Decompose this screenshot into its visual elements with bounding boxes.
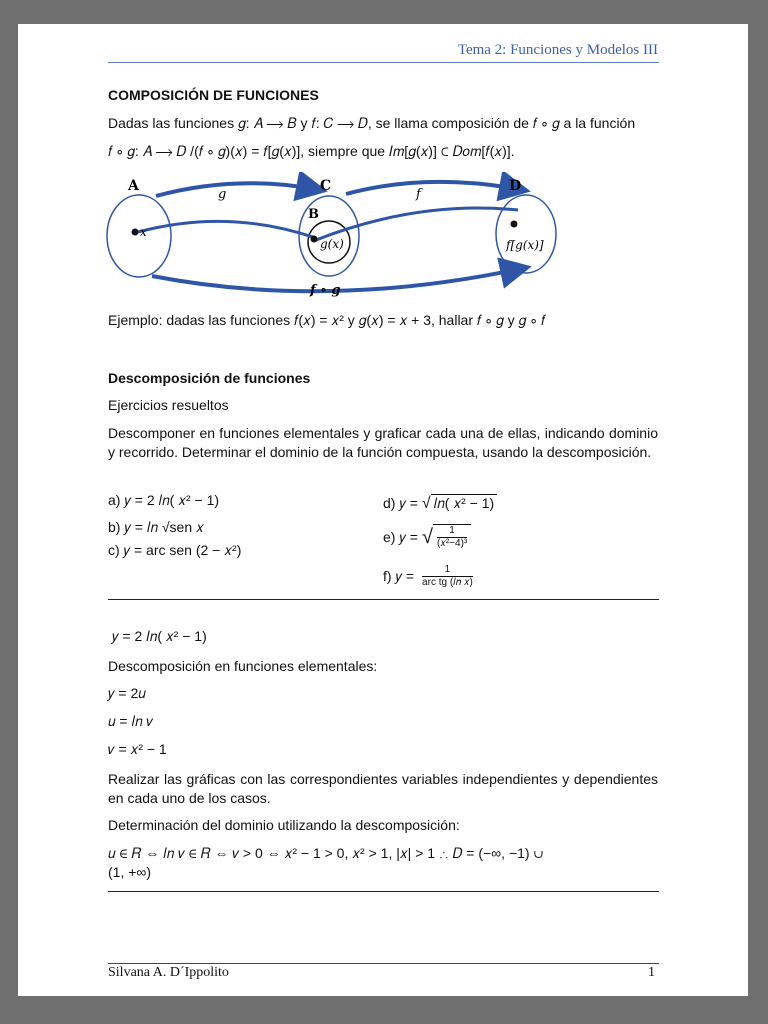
definition-line-2: 𝑓 ∘ 𝑔: 𝐴 ⟶ 𝐷 /(𝑓 ∘ 𝑔)(𝑥) = 𝑓[𝑔(𝑥)], siempre que 𝐼𝑚[𝑔(𝑥)] ⊂ 𝐷𝑜𝑚[𝑓(𝑥)].: [108, 143, 515, 159]
domain-derivation-line-2: (1, +∞): [108, 864, 152, 880]
radical-sign: √: [421, 495, 431, 512]
header-rule: [108, 62, 659, 63]
definition-line-1: Dadas las funciones 𝑔: 𝐴 ⟶ 𝐵 y 𝑓: 𝐶 ⟶ 𝐷, se llama composición de 𝑓 ∘ 𝑔 a la función: [108, 115, 636, 131]
section-title-descomposicion: Descomposición de funciones: [108, 370, 311, 386]
footer-rule: [108, 963, 659, 964]
label-arrow-fog: 𝒇 ∘ 𝒈: [310, 283, 341, 298]
divider-bottom: [108, 891, 659, 892]
set-a-ellipse: [107, 195, 171, 277]
point-fgx: [511, 221, 518, 228]
domain-label: Determinación del dominio utilizando la descomposición:: [108, 817, 460, 833]
label-set-b: B: [308, 207, 319, 222]
exercise-e-denominator: (𝑥²−4)³: [436, 538, 468, 549]
footer-author: Silvana A. D´Ippolito: [108, 965, 229, 980]
exercise-d: [383, 495, 497, 513]
radical-sign: √: [421, 525, 433, 548]
footer-page-number: 1: [648, 965, 655, 980]
label-set-d: D: [509, 178, 522, 194]
exercise-d-radicand: 𝑙𝑛( 𝑥² − 1): [431, 494, 498, 511]
decomposition-step-3: 𝑣 = 𝑥² − 1: [108, 741, 167, 757]
exercise-e-prefix: e) 𝑦 =: [383, 528, 418, 545]
label-arrow-g: 𝑔: [218, 187, 227, 202]
decomposition-step-2: 𝑢 = 𝑙𝑛 𝑣: [108, 713, 154, 729]
instructions-paragraph: Descomponer en funciones elementales y graficar cada una de ellas, indicando dominio y recorrido. Determinar el dominio de la función compuesta, usando la descomposición.: [108, 425, 658, 460]
decomposition-step-1: 𝑦 = 2𝑢: [108, 685, 146, 701]
label-point-fgx: 𝑓[𝑔(𝑥)]: [506, 238, 544, 252]
divider-top: [108, 599, 659, 600]
exercise-e-fraction: [433, 524, 471, 550]
exercise-b: b) 𝑦 = 𝑙𝑛 √sen 𝑥: [108, 519, 204, 535]
subtitle-ejercicios: Ejercicios resueltos: [108, 397, 229, 413]
document-page: [18, 24, 748, 996]
exercise-f-prefix: f) 𝑦 =: [383, 568, 415, 584]
label-set-a: A: [128, 178, 139, 194]
exercise-e: [383, 524, 471, 550]
point-x: [132, 229, 139, 236]
label-set-c: C: [320, 178, 332, 194]
domain-derivation-line-1: 𝑢 ∈ 𝑅 ⇔ 𝑙𝑛 𝑣 ∈ 𝑅 ⇔ 𝑣 > 0 ⇔ 𝑥² − 1 > 0, 𝑥² > 1, |𝑥| > 1 ∴ 𝐷 = (−∞, −1) ∪: [108, 845, 544, 861]
mapping-gx-to-fgx: [316, 208, 518, 240]
exercise-d-prefix: d) 𝑦 =: [383, 495, 418, 511]
label-point-x: 𝑥: [140, 225, 147, 239]
exercise-f-numerator: 1: [444, 564, 451, 575]
mapping-x-to-gx: [138, 221, 316, 238]
exercise-e-numerator: 1: [449, 525, 455, 536]
solution-equation: 𝑦 = 2 𝑙𝑛( 𝑥² − 1): [112, 628, 207, 644]
example-line: Ejemplo: dadas las funciones 𝑓(𝑥) = 𝑥² y 𝑔(𝑥) = 𝑥 + 3, hallar 𝑓 ∘ 𝑔 y 𝑔 ∘ 𝑓: [108, 312, 546, 328]
arrow-f: [346, 182, 523, 194]
section-title-composicion: COMPOSICIÓN DE FUNCIONES: [108, 87, 319, 103]
label-point-gx: 𝑔(𝑥): [320, 237, 344, 251]
exercise-c: c) 𝑦 = arc sen (2 − 𝑥²): [108, 542, 242, 558]
exercise-a: a) 𝑦 = 2 𝑙𝑛( 𝑥² − 1): [108, 492, 220, 508]
label-arrow-f: 𝑓: [416, 187, 421, 202]
exercise-f: [383, 564, 477, 589]
exercise-f-denominator: arc tg (𝑙𝑛 𝑥): [422, 577, 473, 588]
arrow-g: [156, 183, 320, 196]
point-gx: [311, 236, 318, 243]
decomposition-label: Descomposición en funciones elementales:: [108, 658, 378, 674]
composition-diagram: [98, 172, 588, 304]
set-d-ellipse: [496, 195, 556, 273]
exercise-f-fraction: [418, 564, 477, 589]
graphs-paragraph: Realizar las gráficas con las correspondientes variables independientes y dependientes en cada uno de los casos.: [108, 771, 658, 806]
header-title: Tema 2: Funciones y Modelos III: [457, 42, 658, 58]
